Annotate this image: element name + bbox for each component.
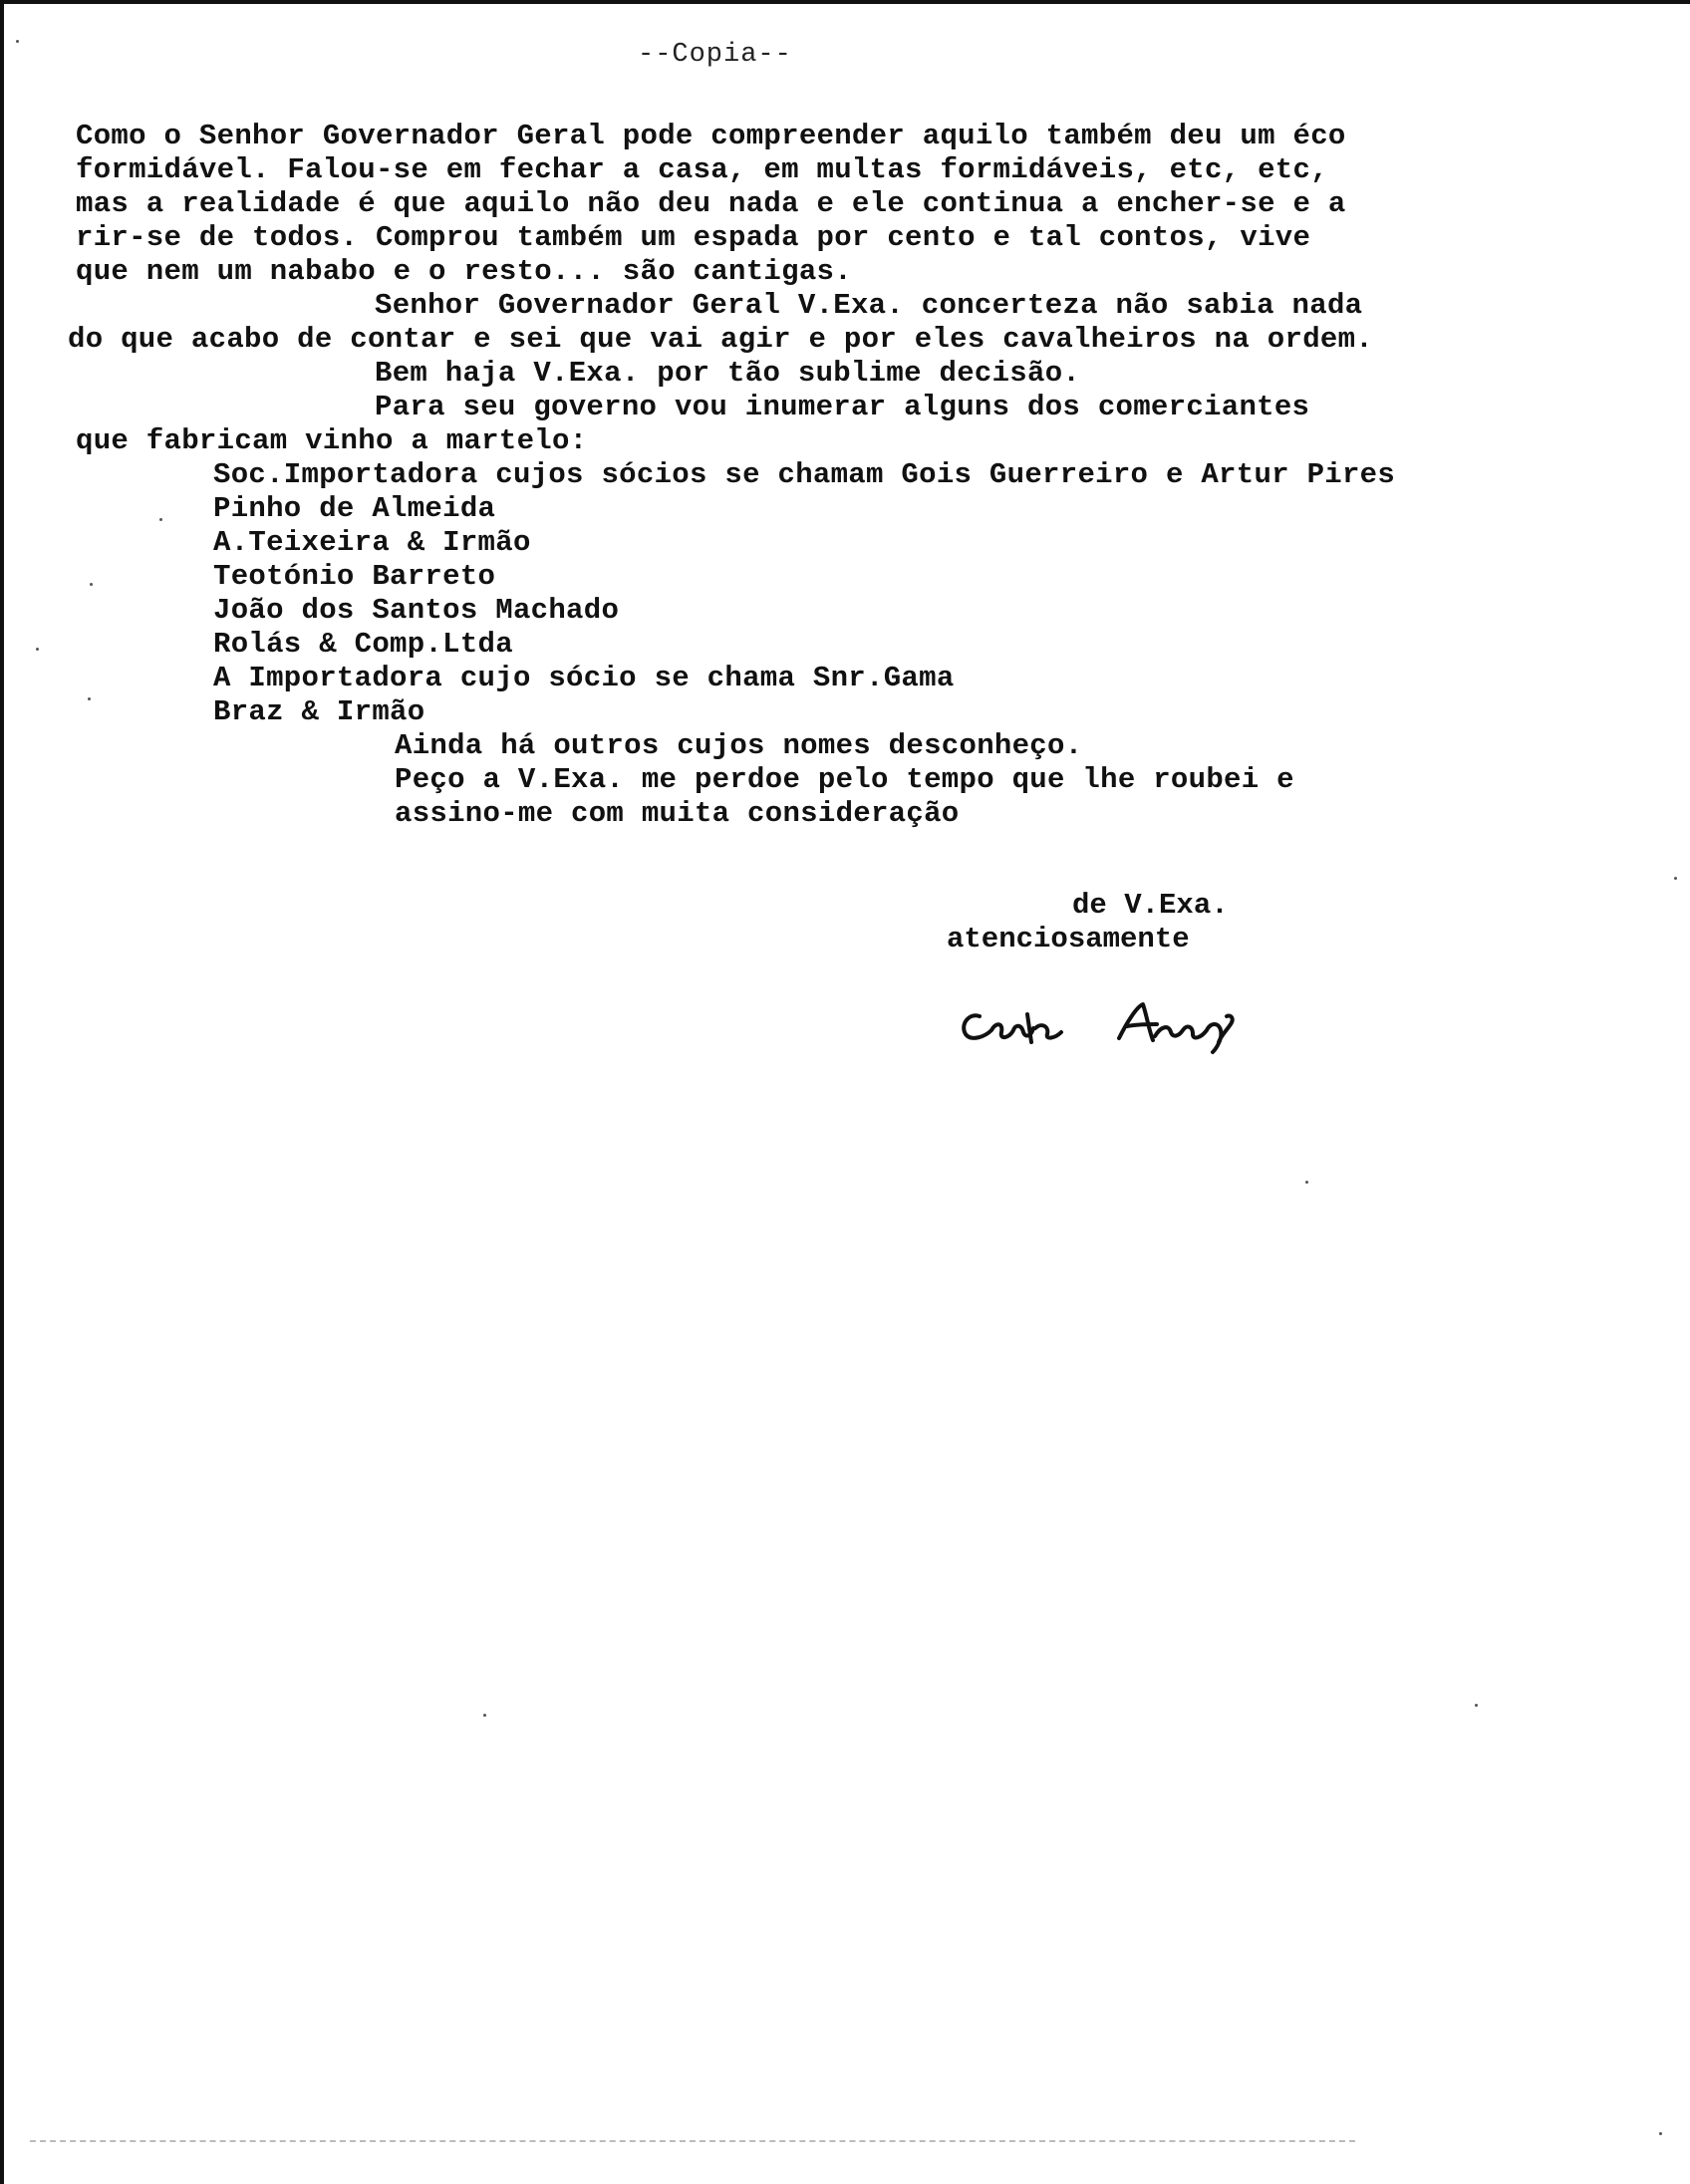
handwritten-signature	[952, 986, 1310, 1056]
closing-salutation: de V.Exa.	[1072, 889, 1229, 922]
scan-speck	[159, 518, 162, 521]
merchant-list-item: Pinho de Almeida	[213, 492, 496, 525]
body-line: que nem um nababo e o resto... são cantigas.	[76, 255, 852, 288]
scan-speck	[1305, 1181, 1308, 1184]
merchant-list-item: João dos Santos Machado	[213, 594, 620, 627]
scan-speck	[1659, 2132, 1662, 2135]
body-line: Como o Senhor Governador Geral pode compreender aquilo também deu um éco	[76, 120, 1346, 152]
body-line: rir-se de todos. Comprou também um espada por cento e tal contos, vive	[76, 221, 1311, 254]
scan-speck	[90, 583, 93, 586]
body-line: Ainda há outros cujos nomes desconheço.	[395, 729, 1083, 762]
body-line: Peço a V.Exa. me perdoe pelo tempo que lhe roubei e	[395, 763, 1294, 796]
body-line: formidável. Falou-se em fechar a casa, em multas formidáveis, etc, etc,	[76, 153, 1328, 186]
scan-speck	[88, 697, 91, 700]
body-line: que fabricam vinho a martelo:	[76, 424, 588, 457]
merchant-list-item: Rolás & Comp.Ltda	[213, 628, 513, 661]
merchant-list-item: Braz & Irmão	[213, 695, 425, 728]
scan-speck	[1475, 1704, 1478, 1707]
document-header: --Copia--	[638, 40, 792, 70]
merchant-list-item: Soc.Importadora cujos sócios se chamam Gois Guerreiro e Artur Pires	[213, 458, 1396, 491]
scan-speck	[1674, 877, 1677, 880]
scan-speck	[16, 40, 19, 43]
scan-artifact-line	[30, 2140, 1355, 2142]
body-line: mas a realidade é que aquilo não deu nada e ele continua a encher-se e a	[76, 187, 1346, 220]
merchant-list-item: Teotónio Barreto	[213, 560, 496, 593]
body-line: Senhor Governador Geral V.Exa. concerteza não sabia nada	[375, 289, 1363, 322]
body-line: do que acabo de contar e sei que vai agir e por eles cavalheiros na ordem.	[68, 323, 1374, 356]
scan-speck	[483, 1714, 486, 1717]
merchant-list-item: A.Teixeira & Irmão	[213, 526, 531, 559]
scan-speck	[36, 648, 39, 651]
body-line: Para seu governo vou inumerar alguns dos comerciantes	[375, 391, 1310, 423]
body-line: Bem haja V.Exa. por tão sublime decisão.	[375, 357, 1081, 390]
closing-regards: atenciosamente	[947, 923, 1190, 956]
body-line: assino-me com muita consideração	[395, 797, 960, 830]
merchant-list-item: A Importadora cujo sócio se chama Snr.Gama	[213, 662, 955, 694]
